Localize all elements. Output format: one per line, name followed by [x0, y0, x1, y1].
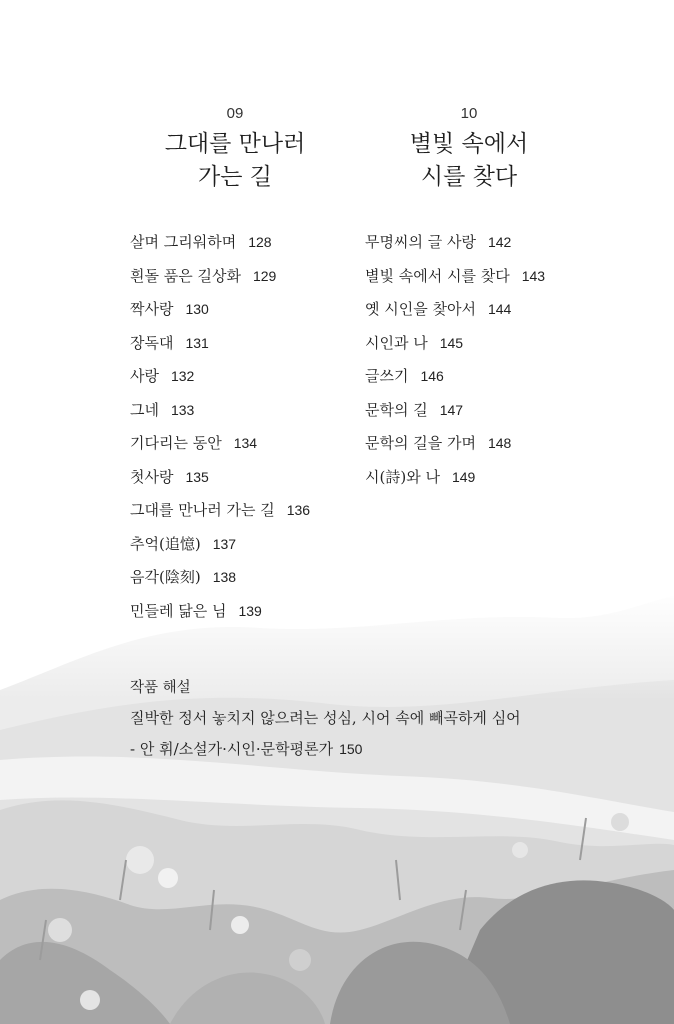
- toc-entry[interactable]: [130, 564, 310, 598]
- toc-entry-page: 138: [212, 569, 237, 585]
- toc-entry-title: 시인과 나: [365, 333, 428, 352]
- toc-entry-title: 별빛 속에서 시를 찾다: [365, 266, 510, 285]
- toc-entry-page: 144: [487, 301, 512, 317]
- toc-entry-title: 추억(追憶): [130, 534, 201, 553]
- section-title-line: 시를 찾다: [420, 164, 518, 190]
- toc-entry-page: 147: [439, 401, 464, 418]
- toc-entry[interactable]: [130, 497, 310, 531]
- toc-entry-title: 옛 시인을 찾아서: [365, 300, 476, 318]
- toc-entry-title: 살며 그리워하며: [130, 233, 237, 251]
- toc-entry-title: 그대를 만나러 가는 길: [130, 501, 275, 519]
- toc-entry-page: 131: [185, 334, 209, 351]
- toc-entry[interactable]: [130, 363, 310, 397]
- toc-entry-title: 흰돌 품은 길상화: [130, 266, 241, 285]
- toc-entry-title: 시(詩)와 나: [365, 467, 440, 486]
- section-title-line: 가는 길: [198, 164, 272, 190]
- toc-entry[interactable]: [130, 263, 310, 297]
- section-title-line: 별빛 속에서: [409, 131, 529, 157]
- toc-entry-page: 137: [212, 535, 237, 552]
- toc-entry[interactable]: [130, 397, 310, 431]
- section-heading-10: [349, 105, 589, 194]
- toc-entry[interactable]: [130, 296, 310, 330]
- toc-entry-page: 132: [170, 368, 195, 384]
- toc-entry[interactable]: [365, 296, 545, 330]
- toc-entry-page: 133: [170, 401, 195, 418]
- toc-entry-page: 149: [451, 468, 476, 485]
- toc-entry-page: 130: [185, 301, 209, 317]
- toc-entry-title: 장독대: [130, 333, 174, 352]
- toc-list-10: [365, 229, 545, 497]
- commentary-page: 150: [339, 741, 363, 757]
- toc-entry[interactable]: [365, 397, 545, 431]
- toc-entry[interactable]: [130, 229, 310, 263]
- toc-entry-title: 사랑: [130, 367, 159, 385]
- toc-entry[interactable]: [365, 464, 545, 498]
- toc-entry[interactable]: [365, 229, 545, 263]
- commentary-author-line: [130, 739, 521, 759]
- commentary-block[interactable]: [130, 678, 521, 759]
- toc-entry-page: 139: [238, 602, 262, 619]
- toc-entry-title: 민들레 닮은 님: [130, 601, 227, 620]
- toc-entry-page: 136: [286, 502, 311, 518]
- toc-entry-title: 짝사랑: [130, 300, 174, 318]
- section-title-line: 그대를 만나러: [164, 131, 306, 157]
- toc-entry[interactable]: [130, 531, 310, 565]
- toc-entry-page: 148: [487, 435, 512, 451]
- section-number: 10: [460, 105, 478, 122]
- toc-entry-title: 무명씨의 글 사랑: [365, 233, 476, 251]
- toc-entry-page: 128: [248, 234, 272, 250]
- toc-entry-page: 142: [487, 234, 512, 250]
- commentary-label: 작품 해설: [130, 680, 191, 696]
- toc-entry-page: 129: [252, 267, 277, 284]
- toc-entry-page: 135: [185, 468, 209, 485]
- section-title: [349, 128, 589, 194]
- section-number: 09: [226, 105, 244, 122]
- toc-entry[interactable]: [365, 263, 545, 297]
- toc-list-09: [130, 229, 310, 631]
- toc-entry[interactable]: [365, 363, 545, 397]
- toc-entry-title: 첫사랑: [130, 467, 174, 486]
- toc-entry-title: 기다리는 동안: [130, 434, 222, 452]
- toc-entry-title: 문학의 길: [365, 400, 428, 419]
- toc-entry-title: 글쓰기: [365, 367, 409, 385]
- toc-entry[interactable]: [130, 430, 310, 464]
- toc-entry-title: 음각(陰刻): [130, 568, 201, 586]
- commentary-title: 질박한 정서 놓치지 않으려는 성심, 시어 속에 빼곡하게 심어: [130, 709, 521, 727]
- section-title: [115, 128, 355, 194]
- toc-entry-page: 143: [521, 267, 546, 284]
- toc-entry-page: 146: [420, 368, 444, 384]
- toc-entry[interactable]: [130, 330, 310, 364]
- toc-entry-page: 134: [233, 435, 258, 451]
- toc-entry-title: 문학의 길을 가며: [365, 434, 476, 452]
- section-heading-09: [115, 105, 355, 194]
- toc-entry-page: 145: [439, 334, 464, 351]
- toc-entry-title: 그네: [130, 400, 159, 419]
- commentary-author: - 안 휘/소설가·시인·문학평론가: [130, 740, 334, 758]
- toc-entry[interactable]: [365, 430, 545, 464]
- toc-entry[interactable]: [130, 464, 310, 498]
- toc-entry[interactable]: [365, 330, 545, 364]
- toc-entry[interactable]: [130, 598, 310, 632]
